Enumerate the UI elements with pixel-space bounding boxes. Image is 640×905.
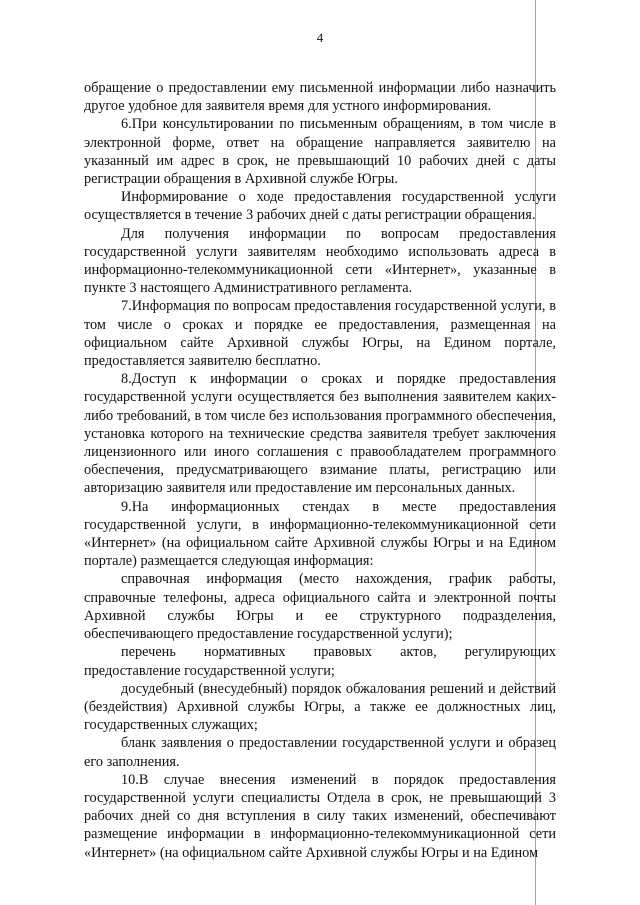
- paragraph: [84, 188, 556, 224]
- numbered-paragraph: [84, 297, 556, 370]
- paragraph-number: 8.: [121, 371, 132, 388]
- paragraph: [84, 643, 556, 679]
- numbered-paragraph: [84, 115, 556, 188]
- paragraph: [84, 79, 556, 115]
- paragraph-number: 7.: [121, 298, 132, 315]
- paragraph-number: 6.: [121, 116, 132, 133]
- paragraph-text: перечень нормативных правовых актов, регулирующих предоставление государственной услуги;: [84, 644, 556, 679]
- document-body: [84, 79, 556, 862]
- paragraph-text: справочная информация (место нахождения, график работы, справочные телефоны, адреса официального сайта и электронной почты Архивной службы Югры и ее структурного подразделения, обеспечивающего предоставление государственной услуги);: [84, 571, 556, 643]
- paragraph-text: досудебный (внесудебный) порядок обжалования решений и действий (бездействия) Архивной службы Югры, а также ее должностных лиц, государственных служащих;: [84, 680, 556, 734]
- paragraph-text: В случае внесения изменений в порядок предоставления государственной услуги специалисты Отдела в срок, не превышающий 3 рабочих дней со дня вступления в силу таких изменений, обеспечивают размещение информации в информационно-телекоммуникационной сети «Интернет» (на официальном сайте Архивной службы Югры и на Едином: [84, 771, 556, 861]
- paragraph: [84, 570, 556, 643]
- numbered-paragraph: [84, 370, 556, 497]
- paragraph-text: На информационных стендах в месте предоставления государственной услуги, в информационно-телекоммуникационной сети «Интернет» (на официальном сайте Архивной службы Югры и на Едином портале) размещается следующая информация:: [84, 498, 556, 570]
- paragraph: [84, 734, 556, 770]
- paragraph-number: 9.: [121, 498, 132, 515]
- paragraph-text: обращение о предоставлении ему письменной информации либо назначить другое удобное для заявителя время для устного информирования.: [84, 80, 556, 115]
- paragraph: [84, 225, 556, 298]
- numbered-paragraph: [84, 498, 556, 571]
- numbered-paragraph: [84, 771, 556, 862]
- paragraph-number: 10.: [121, 771, 139, 788]
- paragraph-text: Информация по вопросам предоставления государственной услуги, в том числе о сроках и порядке ее предоставления, размещенная на официальном сайте Архивной службы Югры, на Едином портале, предоставляется заявителю бесплатно.: [84, 298, 556, 370]
- page-number: 4: [316, 30, 324, 45]
- paragraph-text: Для получения информации по вопросам предоставления государственной услуги заявителям необходимо использовать адреса в информационно-телекоммуникационной сети «Интернет», указанные в пункте 3 настоящего Административного регламента.: [84, 225, 556, 297]
- paragraph-text: Информирование о ходе предоставления государственной услуги осуществляется в течение 3 рабочих дней с даты регистрации обращения.: [84, 189, 556, 224]
- paragraph-text: бланк заявления о предоставлении государственной услуги и образец его заполнения.: [84, 735, 556, 770]
- paragraph-text: Доступ к информации о сроках и порядке предоставления государственной услуги осуществляется без выполнения заявителем каких-либо требований, в том числе без использования программного обеспечения, установка которого на технические средства заявителя требует заключения лицензионного или иного соглашения с правообладателем программного обеспечения, предусматривающего взимание платы, регистрацию или авторизацию заявителя или предоставление им персональных данных.: [84, 371, 556, 497]
- paragraph-text: При консультировании по письменным обращениям, в том числе в электронной форме, ответ на обращение направляется заявителю на указанный им адрес в срок, не превышающий 10 рабочих дней с даты регистрации обращения в Архивной службе Югры.: [84, 116, 556, 188]
- paragraph: [84, 680, 556, 735]
